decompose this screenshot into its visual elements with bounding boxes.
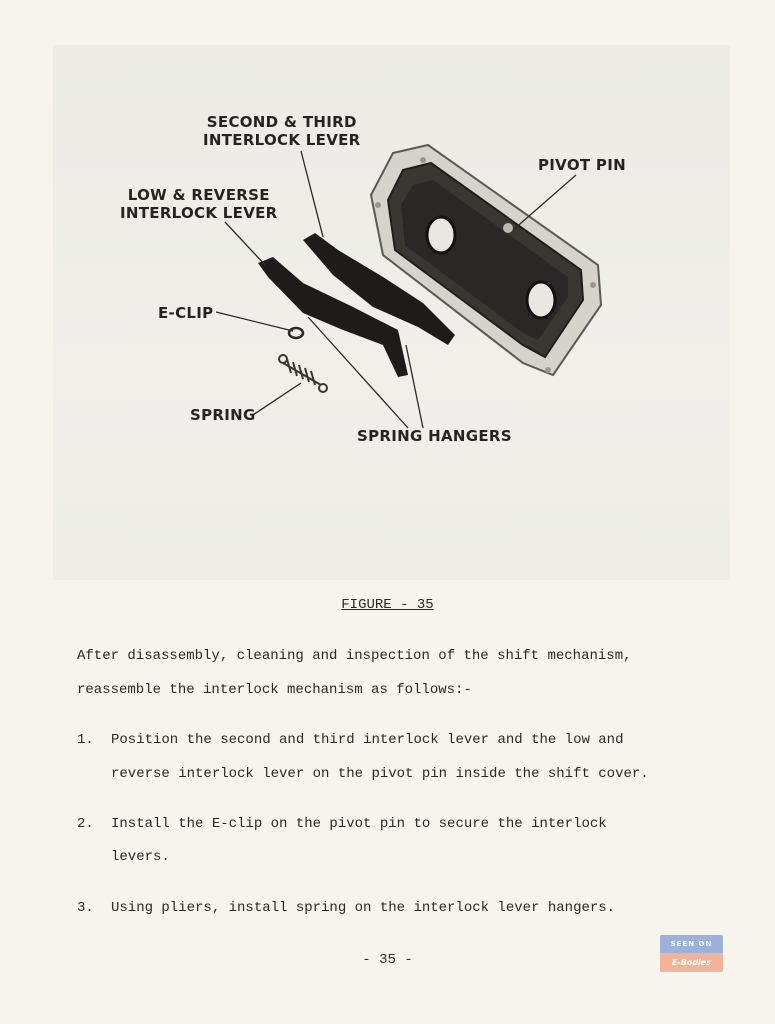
- intro-line-2: reassemble the interlock mechanism as follows:-: [77, 682, 472, 698]
- watermark-bottom: E-Bodies: [660, 953, 723, 972]
- step-1-number: 1.: [77, 732, 94, 748]
- figure-caption-text: FIGURE - 35: [341, 597, 434, 613]
- step-1-line-2: reverse interlock lever on the pivot pin inside the shift cover.: [111, 766, 649, 782]
- spring-part: [279, 355, 327, 392]
- watermark-logo: [660, 935, 723, 972]
- shift-cover-illustration: [53, 45, 730, 580]
- step-1-line-1: Position the second and third interlock lever and the low and: [111, 732, 624, 748]
- label-second-third-line1: SECOND & THIRD: [206, 113, 357, 131]
- intro-line-1: After disassembly, cleaning and inspection of the shift mechanism,: [77, 648, 632, 664]
- e-clip-part: [289, 328, 303, 338]
- label-low-reverse: [120, 186, 278, 222]
- shift-cover: [371, 145, 601, 375]
- label-spring-hangers: SPRING HANGERS: [357, 427, 512, 445]
- step-2-line-2: levers.: [111, 849, 170, 865]
- label-e-clip: E-CLIP: [158, 304, 214, 322]
- figure-caption: [0, 597, 775, 613]
- figure-photo: [53, 45, 730, 580]
- label-second-third-line2: INTERLOCK LEVER: [203, 131, 361, 149]
- step-3-line-1: Using pliers, install spring on the interlock lever hangers.: [111, 900, 616, 916]
- page-number: - 35 -: [362, 952, 413, 968]
- watermark-top: SEEN ON: [660, 935, 723, 953]
- step-3-number: 3.: [77, 900, 94, 916]
- step-2-number: 2.: [77, 816, 94, 832]
- step-2-line-1: Install the E-clip on the pivot pin to secure the interlock: [111, 816, 607, 832]
- label-low-reverse-line1: LOW & REVERSE: [127, 186, 270, 204]
- label-low-reverse-line2: INTERLOCK LEVER: [120, 204, 278, 222]
- label-pivot-pin: PIVOT PIN: [538, 156, 626, 174]
- label-second-third: [203, 113, 361, 149]
- label-spring: SPRING: [190, 406, 256, 424]
